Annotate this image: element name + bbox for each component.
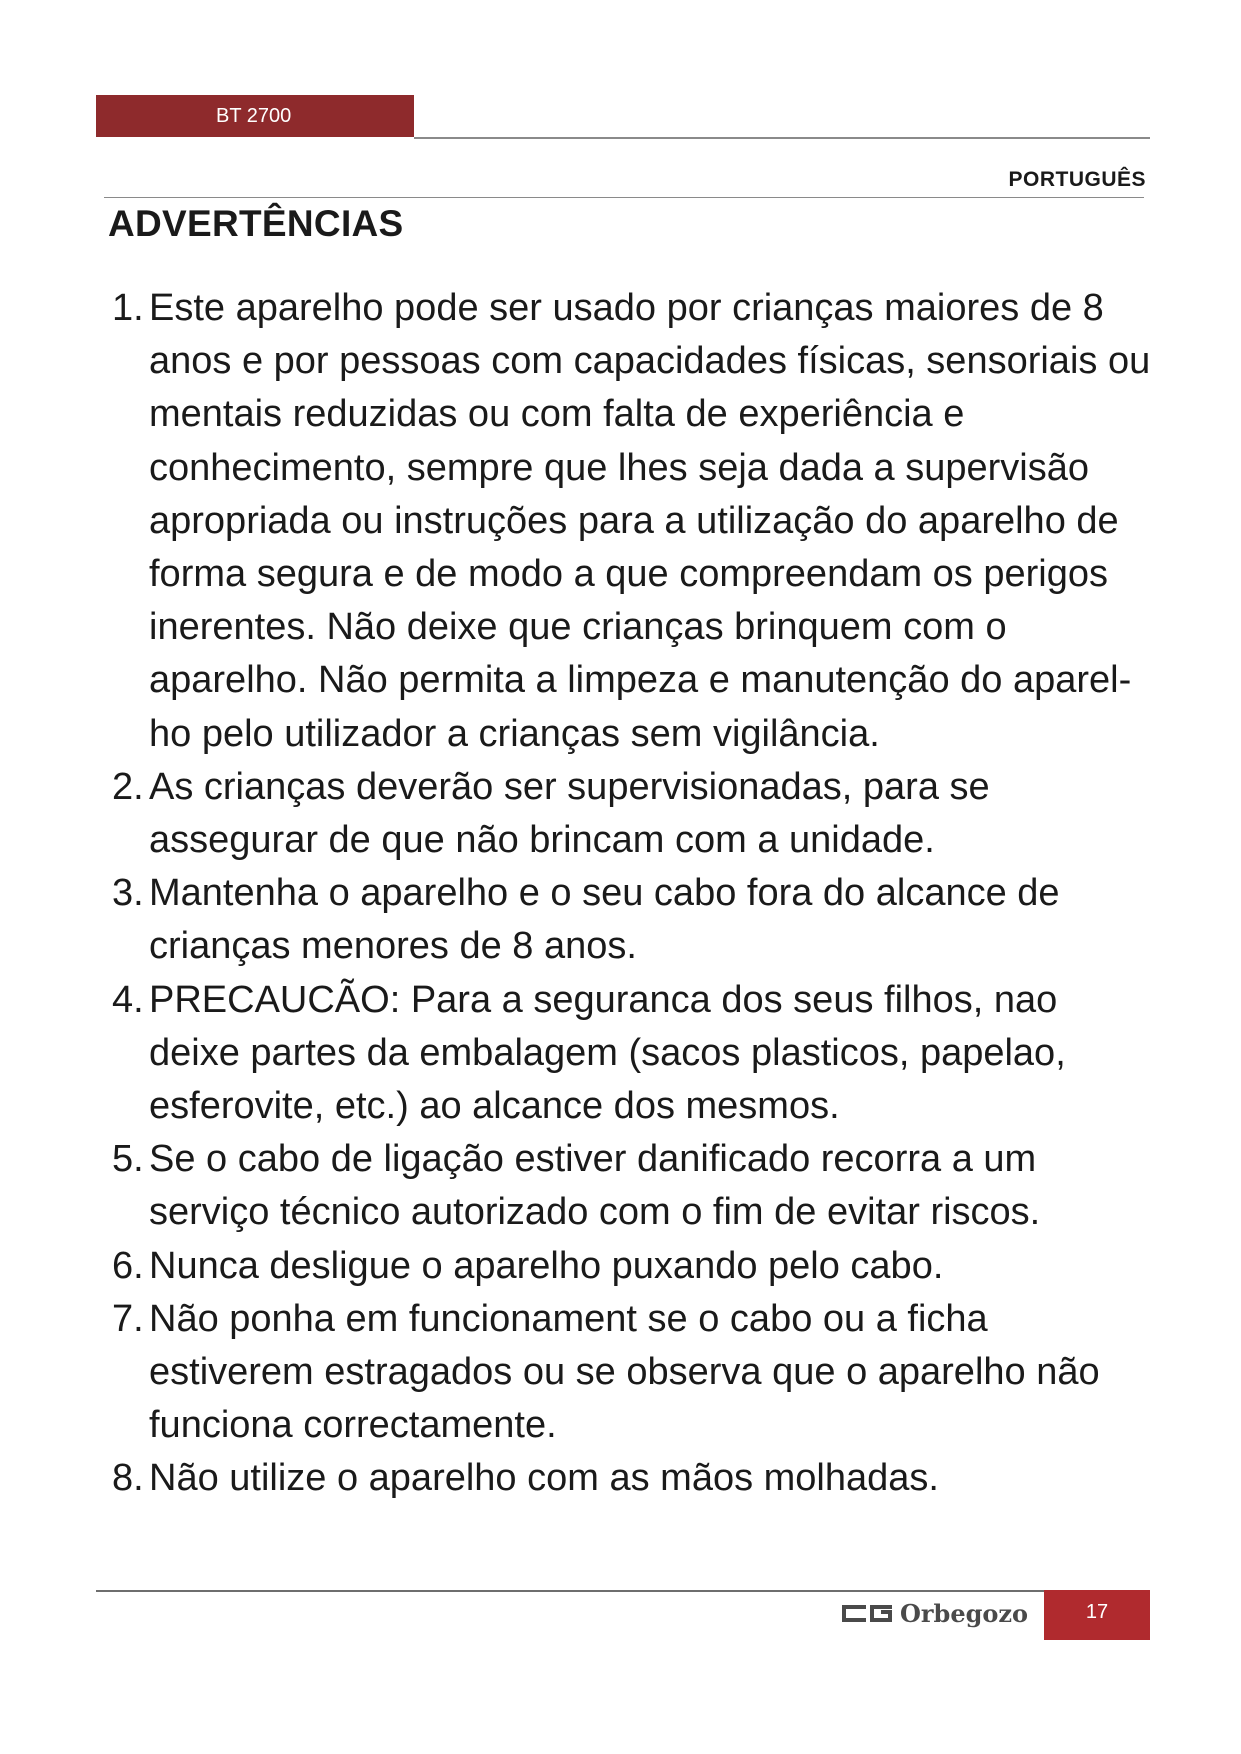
warning-item xyxy=(112,867,1152,973)
warning-item xyxy=(112,1293,1152,1453)
warning-number: 2. xyxy=(112,765,144,808)
language-divider xyxy=(104,197,1144,198)
warning-text: As crianças deverão ser supervisionadas, para se assegurar de que não brincam com a unidade. xyxy=(149,765,990,862)
warning-number: 7. xyxy=(112,1297,144,1340)
page-number: 17 xyxy=(1044,1590,1150,1640)
warning-text: PRECAUCÃO: Para a seguranca dos seus filhos, nao deixe partes da embalagem (sacos plasticos, papelao, esferovite, etc.) ao alcance dos mesmos. xyxy=(149,978,1066,1128)
warning-number: 1. xyxy=(112,287,144,329)
warning-item xyxy=(112,1452,1152,1505)
warning-item xyxy=(112,1240,1152,1293)
warnings-list xyxy=(112,282,1152,1506)
warning-text: Este aparelho pode ser usado por crianças maiores de 8 anos e por pessoas com capacidades físicas, sensoriais ou mentais reduzidas ou com falta de experiência e conhecimento, sempre que lhes seja dada a supervisão apropriada ou instruções para a utilização do aparelho de forma segura e de modo a que compreendam os perigos inerentes. Não deixe que crianças brinquem com o aparelho. Não permita a limpeza e manutenção do aparel-ho pelo utilizador a crianças sem vigilância. xyxy=(149,287,1151,755)
warning-item xyxy=(112,282,1152,761)
warning-item xyxy=(112,974,1152,1134)
page-title: ADVERTÊNCIAS xyxy=(108,203,404,244)
warning-number: 4. xyxy=(112,978,144,1021)
language-label: PORTUGUÊS xyxy=(1008,168,1146,191)
warning-text: Não utilize o aparelho com as mãos molhadas. xyxy=(149,1457,939,1500)
brand-logo-text: Orbegozo xyxy=(900,1599,1029,1628)
footer-divider xyxy=(96,1590,1044,1592)
warning-number: 5. xyxy=(112,1138,144,1181)
warning-item xyxy=(112,1133,1152,1239)
warning-text: Se o cabo de ligação estiver danificado recorra a um serviço técnico autorizado com o fim de evitar riscos. xyxy=(149,1138,1041,1234)
warning-number: 3. xyxy=(112,872,144,915)
warning-number: 8. xyxy=(112,1457,144,1500)
model-label: BT 2700 xyxy=(96,95,414,137)
warning-text: Não ponha em funcionament se o cabo ou a ficha estiverem estragados ou se observa que o aparelho não funciona correctamente. xyxy=(149,1297,1100,1447)
warning-item xyxy=(112,761,1152,867)
header-divider xyxy=(414,137,1150,139)
orbegozo-logo xyxy=(840,1596,1030,1630)
warning-text: Mantenha o aparelho e o seu cabo fora do alcance de crianças menores de 8 anos. xyxy=(149,872,1060,968)
warning-text: Nunca desligue o aparelho puxando pelo cabo. xyxy=(149,1244,944,1287)
warning-number: 6. xyxy=(112,1244,144,1287)
